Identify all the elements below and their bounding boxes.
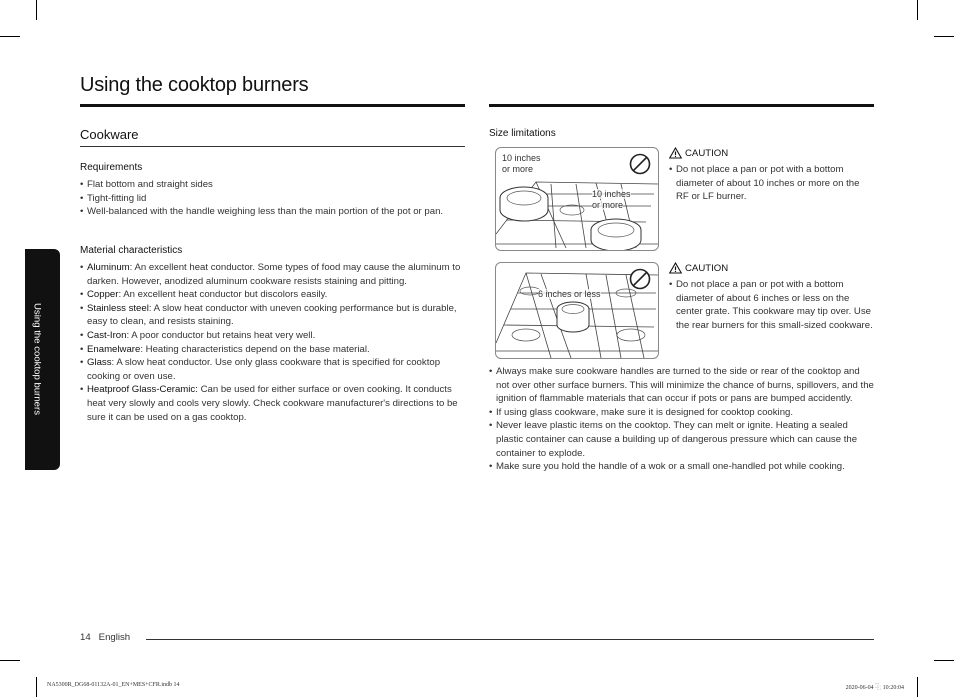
- material-term: Enamelware: [87, 343, 141, 355]
- footer-rule: [146, 639, 874, 640]
- title-rule-left: [80, 104, 465, 107]
- crop-mark: [917, 0, 918, 20]
- list-item: [80, 383, 465, 424]
- list-item: • Flat bottom and straight sides: [80, 178, 465, 192]
- page-title: Using the cooktop burners: [80, 74, 309, 96]
- requirements-heading: Requirements: [80, 162, 143, 173]
- crop-mark: [917, 677, 918, 697]
- material-heading: Material characteristics: [80, 245, 183, 256]
- cooktop-figure-small-pan: [495, 262, 659, 359]
- material-desc: : An excellent heat conductor but discolors easily.: [118, 289, 328, 301]
- caution-block: [669, 262, 874, 332]
- crop-mark: [934, 36, 954, 37]
- material-desc: : A poor conductor but retains heat very well.: [126, 329, 316, 341]
- imprint-date: 2020-06-04 ⿻ 10:20:04: [845, 685, 904, 691]
- list-item: • Tight-fitting lid: [80, 192, 465, 206]
- material-term: Aluminum: [87, 262, 130, 273]
- material-term: Cast-Iron: [87, 329, 127, 341]
- crop-mark: [934, 660, 954, 661]
- figure-label: or more: [502, 164, 534, 174]
- list-item: • If using glass cookware, make sure it is designed for cooktop cooking.: [489, 406, 874, 420]
- material-desc: : An excellent heat conductor. Some types of food may cause the aluminum to darken. However, anodized aluminum cookware resists staining and pitting.: [87, 262, 461, 287]
- material-desc: Can be used for either surface or oven cooking. It conducts heat very slowly and cools very slowly. Check cookware manufacturer's directions to be sure it can be used on a gas cooktop.: [87, 384, 458, 423]
- list-item: • Do not place a pan or pot with a bottom diameter of about 10 inches or more on the RF or LF burner.: [669, 163, 874, 204]
- materials-list: [80, 261, 465, 424]
- crop-mark: [0, 36, 20, 37]
- list-item: [80, 343, 465, 357]
- figure-label: 10 inches: [502, 153, 541, 163]
- list-item: [80, 329, 465, 343]
- list-item: [80, 261, 465, 288]
- material-term: Copper: [87, 289, 119, 301]
- caution-list: [669, 278, 874, 332]
- size-limitations-heading: Size limitations: [489, 128, 556, 139]
- caution-header: [669, 147, 874, 159]
- no-symbol-icon: [629, 268, 649, 288]
- figure-label: or more: [592, 200, 624, 210]
- requirements-list: [80, 178, 465, 219]
- list-item: • Well-balanced with the handle weighing less than the main portion of the pot or pan.: [80, 205, 465, 219]
- safety-list: [489, 365, 874, 474]
- no-symbol-icon: [629, 153, 649, 173]
- figure-label: 6 inches or less: [538, 289, 601, 299]
- warning-icon: [669, 262, 682, 274]
- footer-language: English: [98, 632, 131, 643]
- cookware-rule: [80, 146, 465, 147]
- list-item: • Do not place a pan or pot with a bottom diameter of about 6 inches or less on the center grate. This cookware may tip over. Use the rear burners for this small-sized cookware.: [669, 278, 874, 332]
- warning-icon: [669, 147, 682, 159]
- caution-list: [669, 163, 874, 204]
- material-desc: : Heating characteristics depend on the base material.: [140, 343, 370, 355]
- material-desc: : A slow heat conductor. Use only glass cookware that is specified for cooktop cooking or oven use.: [87, 357, 441, 382]
- list-item: • Never leave plastic items on the cooktop. They can melt or ignite. Heating a sealed plastic container can cause a building up of dangerous pressure which can cause the container to explode.: [489, 419, 874, 460]
- title-rule-right: [489, 104, 874, 107]
- material-term: Glass: [87, 357, 112, 369]
- crop-mark: [0, 660, 20, 661]
- caution-header: [669, 262, 874, 274]
- crop-mark: [36, 677, 37, 697]
- cooktop-figure-large-pan: [495, 147, 659, 251]
- side-tab-label: Using the cooktop burners: [31, 303, 43, 415]
- list-item: [80, 356, 465, 383]
- figure-label: 10 inches: [592, 189, 631, 199]
- caution-title: CAUTION: [685, 262, 729, 274]
- page-footer: [80, 632, 130, 643]
- caution-title: CAUTION: [685, 147, 729, 159]
- list-item: [80, 302, 465, 329]
- list-item: [80, 288, 465, 302]
- list-item: • Always make sure cookware handles are turned to the side or rear of the cooktop and not over other surface burners. This will minimize the chance of burns, spillovers, and the ignition of flammable materials that can occur if pots or pans are bumped accidently.: [489, 365, 874, 406]
- list-item: • Make sure you hold the handle of a wok or a small one-handled pot while cooking.: [489, 460, 874, 474]
- material-term: Stainless steel: [87, 302, 149, 314]
- side-tab: [25, 249, 60, 470]
- material-term: Heatproof Glass-Ceramic:: [87, 384, 198, 396]
- material-desc: : A slow heat conductor with uneven cooking performance but is durable, easy to clean, and resists staining.: [87, 302, 457, 328]
- crop-mark: [36, 0, 37, 20]
- page-number: 14: [80, 632, 91, 643]
- imprint-file: NA5300R_DG68-01132A-01_EN+MES+CFR.indb 14: [47, 682, 180, 688]
- cookware-heading: Cookware: [80, 127, 139, 142]
- caution-block: [669, 147, 874, 204]
